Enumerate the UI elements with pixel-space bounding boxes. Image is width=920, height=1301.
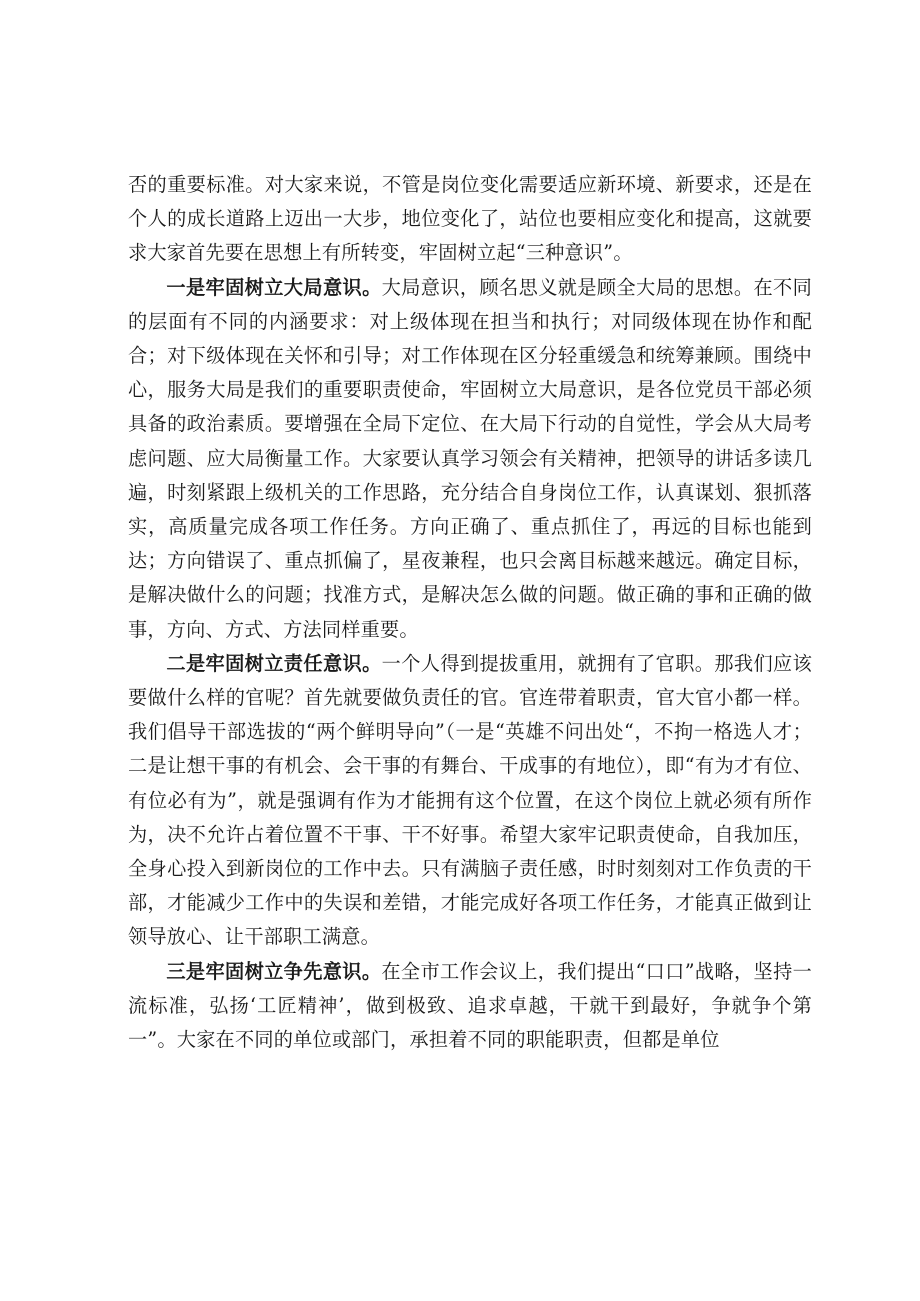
paragraph-text: 否的重要标准。对大家来说，不管是岗位变化需要适应新环境、新要求，还是在个人的成长道路上迈出一大步，地位变化了，站位也要相应变化和提高，这就要求大家首先要在思想上有所转变，牢固树立起“三种意识”。 — [128, 173, 812, 265]
paragraph-text: 在全市工作会议上，我们提出“口口”战略，坚持一流标准，弘扬‘工匠精神’，做到极致、追求卓越，干就干到最好，争就争个第一”。大家在不同的单位或部门，承担着不同的职能职责，但都是单位 — [128, 959, 813, 1052]
paragraph-lead-heading: 二是牢固树立责任意识。 — [166, 651, 382, 675]
paragraph-overall-awareness — [128, 271, 812, 647]
paragraph-lead-heading: 三是牢固树立争先意识。 — [166, 959, 382, 983]
paragraph-lead-heading: 一是牢固树立大局意识。 — [166, 275, 382, 299]
paragraph-intro — [128, 168, 812, 271]
paragraph-text: 大局意识，顾名思义就是顾全大局的思想。在不同的层面有不同的内涵要求：对上级体现在担当和执行；对同级体现在协作和配合；对下级体现在关怀和引导；对工作体现在区分轻重缓急和统筹兼顾。围绕中心，服务大局是我们的重要职责使命，牢固树立大局意识，是各位党员干部必须具备的政治素质。要增强在全局下定位、在大局下行动的自觉性，学会从大局考虑问题、应大局衡量工作。大家要认真学习领会有关精神，把领导的讲话多读几遍，时刻紧跟上级机关的工作思路，充分结合自身岗位工作，认真谋划、狠抓落实，高质量完成各项工作任务。方向正确了、重点抓住了，再远的目标也能到达；方向错误了、重点抓偏了，星夜兼程，也只会离目标越来越远。确定目标，是解决做什么的问题；找准方式，是解决怎么做的问题。做正确的事和正确的做事，方向、方式、方法同样重要。 — [128, 275, 812, 641]
paragraph-responsibility-awareness — [128, 647, 812, 955]
document-body — [128, 168, 812, 1057]
paragraph-text: 一个人得到提拔重用，就拥有了官职。那我们应该要做什么样的官呢？首先就要做负责任的官。官连带着职责，官大官小都一样。我们倡导干部选拔的“两个鲜明导向”（一是“英雄不问出处“，不拘一格选人才；二是让想干事的有机会、会干事的有舞台、干成事的有地位），即“有为才有位、有位必有为”，就是强调有作为才能拥有这个位置，在这个岗位上就必须有所作为，决不允许占着位置不干事、干不好事。希望大家牢记职责使命，自我加压，全身心投入到新岗位的工作中去。只有满脑子责任感，时时刻刻对工作负责的干部，才能减少工作中的失误和差错，才能完成好各项工作任务，才能真正做到让领导放心、让干部职工满意。 — [128, 651, 812, 949]
paragraph-excellence-awareness — [128, 955, 812, 1058]
